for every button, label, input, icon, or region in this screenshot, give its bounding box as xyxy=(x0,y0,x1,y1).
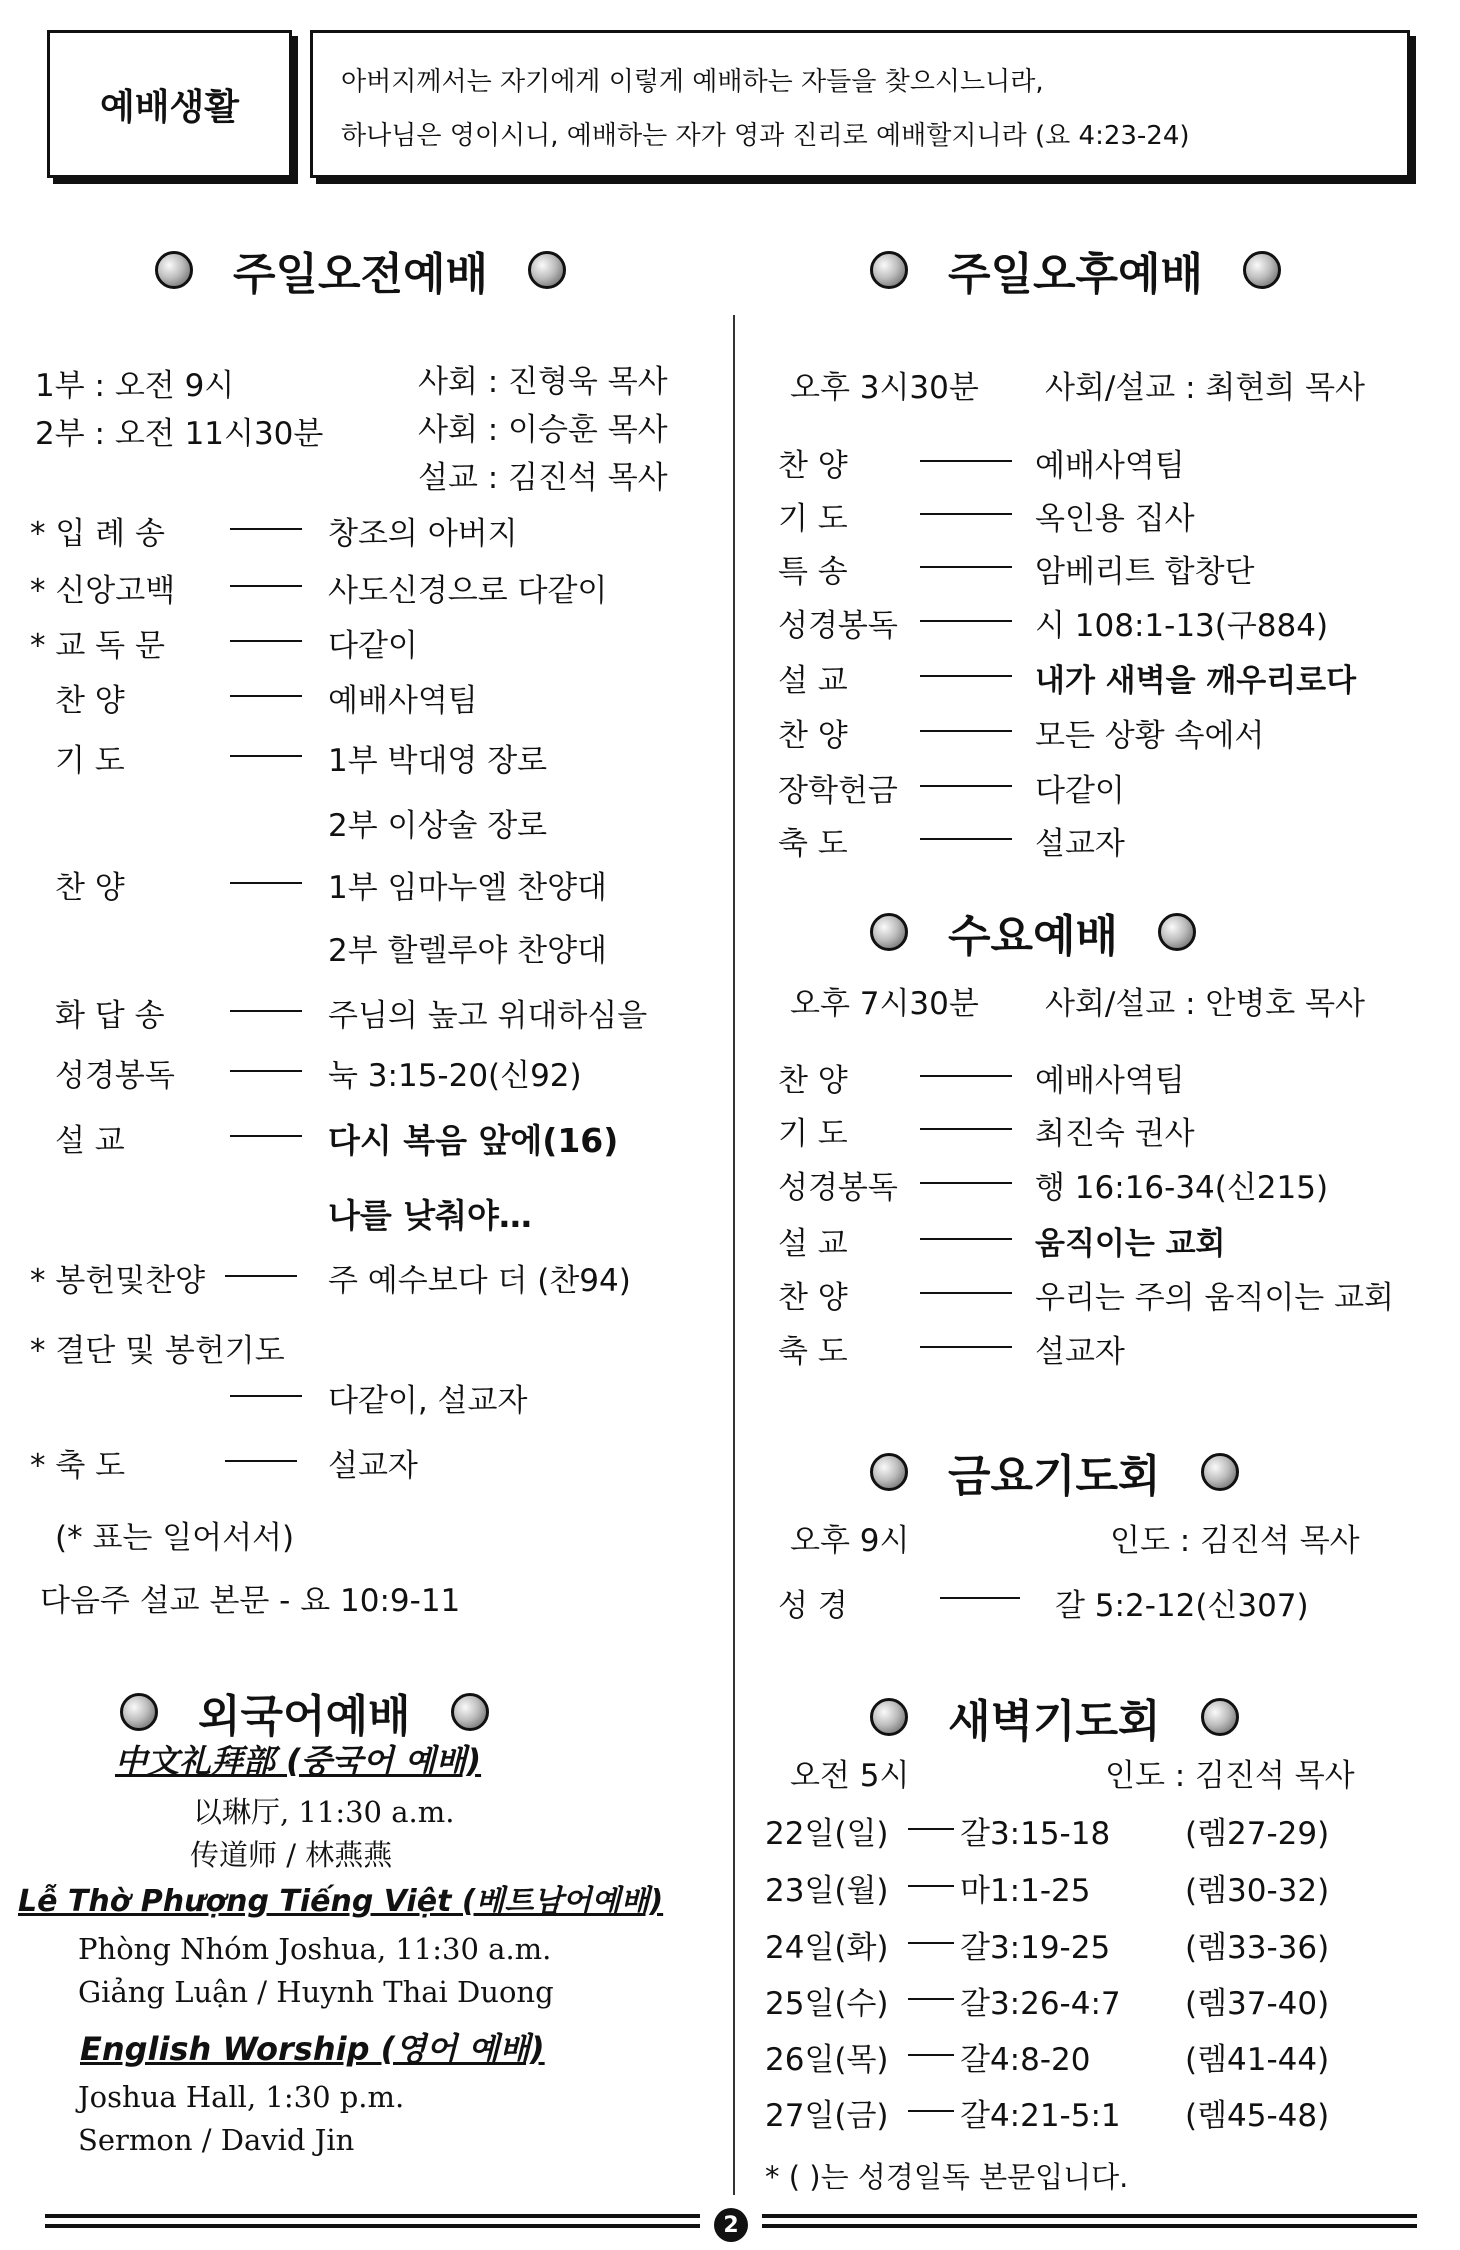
order-label: 설 교 xyxy=(55,1123,125,1159)
order-label: * 신앙고백 xyxy=(30,573,176,609)
order-value: 우리는 주의 움직이는 교회 xyxy=(1035,1280,1394,1316)
order-label: 찬 양 xyxy=(778,718,848,754)
order-value: 주님의 높고 위대하심을 xyxy=(328,998,648,1034)
dash-line xyxy=(908,2110,954,2112)
bullet-dot-icon xyxy=(870,251,908,289)
dawn-passage: 갈4:8-20 xyxy=(960,2042,1091,2078)
bullet-dot-icon xyxy=(120,1693,158,1731)
order-label: * 축 도 xyxy=(30,1448,126,1484)
dash-line xyxy=(230,585,302,587)
bullet-dot-icon xyxy=(1201,1698,1239,1736)
dash-line xyxy=(920,1292,1012,1294)
dawn-leader: 인도 : 김진석 목사 xyxy=(1105,1758,1355,1794)
dash-line xyxy=(230,695,302,697)
order-value: 설교자 xyxy=(1035,826,1125,862)
part1-time: 1부 : 오전 9시 xyxy=(35,368,235,404)
order-label: 찬 양 xyxy=(55,870,125,906)
order-label: 장학헌금 xyxy=(778,773,898,809)
morning-preacher: 설교 : 김진석 목사 xyxy=(418,460,668,496)
dash-line xyxy=(225,1460,297,1462)
footer-rule-right xyxy=(762,2214,1417,2218)
order-value: 사도신경으로 다같이 xyxy=(328,573,608,609)
order-value: 다시 복음 앞에(16) xyxy=(328,1121,619,1160)
order-label: * 입 례 송 xyxy=(30,516,165,552)
bullet-dot-icon xyxy=(1243,251,1281,289)
dawn-passage: 갈3:19-25 xyxy=(960,1930,1111,1966)
order-value: 눅 3:15-20(신92) xyxy=(328,1058,582,1094)
order-label: 성경봉독 xyxy=(55,1058,175,1094)
dawn-day: 27일(금) xyxy=(765,2098,889,2134)
dash-line xyxy=(920,1346,1012,1348)
afternoon-title: 주일오후예배 xyxy=(948,249,1204,300)
order-label: 찬 양 xyxy=(778,448,848,484)
bullet-dot-icon xyxy=(1201,1453,1239,1491)
bullet-dot-icon xyxy=(870,1698,908,1736)
dash-line xyxy=(920,566,1012,568)
footer-rule-left xyxy=(45,2214,700,2218)
dash-line xyxy=(920,785,1012,787)
dawn-reading: (렘30-32) xyxy=(1185,1873,1330,1909)
dawn-reading: (렘27-29) xyxy=(1185,1816,1330,1852)
bullet-dot-icon xyxy=(155,251,193,289)
standing-note: (* 표는 일어서서) xyxy=(55,1520,295,1556)
order-label: 기 도 xyxy=(778,1116,848,1152)
order-value: 다같이, 설교자 xyxy=(328,1383,528,1419)
morning-title: 주일오전예배 xyxy=(233,249,489,300)
friday-scripture: 갈 5:2-12(신307) xyxy=(1055,1588,1309,1624)
dash-line xyxy=(230,1010,302,1012)
order-value: 2부 할렐루야 찬양대 xyxy=(328,933,607,969)
order-value: 내가 새벽을 깨우리로다 xyxy=(1035,663,1357,699)
order-label: 특 송 xyxy=(778,554,848,590)
afternoon-host: 사회/설교 : 최현희 목사 xyxy=(1045,370,1365,406)
friday-time: 오후 9시 xyxy=(790,1523,910,1559)
dash-line xyxy=(920,1182,1012,1184)
bullet-dot-icon xyxy=(1158,913,1196,951)
footer-rule-left xyxy=(45,2224,700,2228)
bullet-dot-icon xyxy=(870,1453,908,1491)
afternoon-time: 오후 3시30분 xyxy=(790,370,979,406)
order-value: 옥인용 집사 xyxy=(1035,501,1195,537)
dash-line xyxy=(920,675,1012,677)
wednesday-heading xyxy=(870,900,1196,964)
order-value: 예배사역팀 xyxy=(1035,1063,1185,1099)
wednesday-title: 수요예배 xyxy=(948,911,1119,962)
theme-verse xyxy=(310,30,1410,178)
dawn-reading: (렘37-40) xyxy=(1185,1986,1330,2022)
dawn-title: 새벽기도회 xyxy=(948,1696,1161,1747)
friday-heading xyxy=(870,1440,1239,1504)
bullet-dot-icon xyxy=(870,913,908,951)
order-value: 모든 상황 속에서 xyxy=(1035,718,1265,754)
foreign-heading xyxy=(120,1680,489,1744)
bullet-dot-icon xyxy=(451,1693,489,1731)
order-value: 다같이 xyxy=(1035,773,1125,809)
dawn-day: 22일(일) xyxy=(765,1816,889,1852)
order-label: * 교 독 문 xyxy=(30,628,165,664)
order-label: 설 교 xyxy=(778,663,848,699)
dawn-passage: 마1:1-25 xyxy=(960,1873,1091,1909)
dash-line xyxy=(920,838,1012,840)
dash-line xyxy=(908,1942,954,1944)
dash-line xyxy=(230,1135,302,1137)
dawn-day: 26일(목) xyxy=(765,2042,889,2078)
wednesday-host: 사회/설교 : 안병호 목사 xyxy=(1045,986,1365,1022)
dash-line xyxy=(940,1597,1020,1599)
reading-note: * ( )는 성경일독 본문입니다. xyxy=(765,2160,1129,2194)
page-number: 2 xyxy=(714,2208,748,2242)
dash-line xyxy=(225,1275,297,1277)
column-divider xyxy=(733,315,735,2195)
part2-time: 2부 : 오전 11시30분 xyxy=(35,416,324,452)
order-value: 움직이는 교회 xyxy=(1035,1226,1226,1262)
chinese-service-place: 以琳厅, 11:30 a.m. xyxy=(193,1795,455,1829)
order-value: 창조의 아버지 xyxy=(328,516,518,552)
order-label: * 결단 및 봉헌기도 xyxy=(30,1333,285,1369)
part2-host: 사회 : 이승훈 목사 xyxy=(418,412,668,448)
dash-line xyxy=(920,620,1012,622)
dawn-heading xyxy=(870,1685,1239,1749)
afternoon-heading xyxy=(870,238,1281,302)
order-value: 주 예수보다 더 (찬94) xyxy=(328,1263,631,1299)
dash-line xyxy=(920,730,1012,732)
order-value: 다같이 xyxy=(328,628,418,664)
order-value: 암베리트 합창단 xyxy=(1035,554,1255,590)
dawn-day: 24일(화) xyxy=(765,1930,889,1966)
dawn-reading: (렘33-36) xyxy=(1185,1930,1330,1966)
dawn-passage: 갈3:15-18 xyxy=(960,1816,1111,1852)
foreign-title: 외국어예배 xyxy=(198,1691,411,1742)
dawn-day: 25일(수) xyxy=(765,1986,889,2022)
bullet-dot-icon xyxy=(528,251,566,289)
dash-line xyxy=(920,1128,1012,1130)
dash-line xyxy=(920,1075,1012,1077)
order-label: 화 답 송 xyxy=(55,998,165,1034)
dash-line xyxy=(908,1885,954,1887)
dawn-passage: 갈4:21-5:1 xyxy=(960,2098,1121,2134)
english-service-title: English Worship (영어 예배) xyxy=(80,2030,545,2068)
morning-heading xyxy=(155,238,566,302)
footer-rule-right xyxy=(762,2224,1417,2228)
dawn-reading: (렘41-44) xyxy=(1185,2042,1330,2078)
order-value: 나를 낮춰야… xyxy=(328,1196,532,1235)
dash-line xyxy=(908,2054,954,2056)
dash-line xyxy=(920,513,1012,515)
part1-host: 사회 : 진형욱 목사 xyxy=(418,364,668,400)
chinese-service-preacher: 传道师 / 林燕燕 xyxy=(190,1838,393,1872)
dash-line xyxy=(908,1998,954,2000)
order-value: 시 108:1-13(구884) xyxy=(1035,608,1329,644)
order-label: 성경봉독 xyxy=(778,608,898,644)
order-label: * 봉헌및찬양 xyxy=(30,1263,206,1299)
dawn-passage: 갈3:26-4:7 xyxy=(960,1986,1121,2022)
wednesday-time: 오후 7시30분 xyxy=(790,986,979,1022)
order-label: 축 도 xyxy=(778,1334,848,1370)
dash-line xyxy=(920,460,1012,462)
dash-line xyxy=(230,1070,302,1072)
order-value: 예배사역팀 xyxy=(1035,448,1185,484)
dawn-time: 오전 5시 xyxy=(790,1758,910,1794)
vietnamese-service-title: Lễ Thờ Phượng Tiếng Việt (베트남어예배) xyxy=(18,1884,664,1919)
dawn-day: 23일(월) xyxy=(765,1873,889,1909)
order-value: 2부 이상술 장로 xyxy=(328,808,548,844)
order-label: 설 교 xyxy=(778,1226,848,1262)
dash-line xyxy=(920,1238,1012,1240)
order-label: 찬 양 xyxy=(55,683,125,719)
friday-title: 금요기도회 xyxy=(948,1451,1161,1502)
order-value: 설교자 xyxy=(1035,1334,1125,1370)
order-value: 설교자 xyxy=(328,1448,418,1484)
dawn-reading: (렘45-48) xyxy=(1185,2098,1330,2134)
dash-line xyxy=(230,640,302,642)
order-label: 찬 양 xyxy=(778,1063,848,1099)
order-label: 찬 양 xyxy=(778,1280,848,1316)
dash-line xyxy=(230,528,302,530)
friday-scripture-label: 성 경 xyxy=(778,1588,848,1624)
order-label: 기 도 xyxy=(55,743,125,779)
order-label: 축 도 xyxy=(778,826,848,862)
dash-line xyxy=(230,755,302,757)
order-value: 1부 박대영 장로 xyxy=(328,743,548,779)
dash-line xyxy=(230,882,302,884)
verse-line-2: 하나님은 영이시니, 예배하는 자가 영과 진리로 예배할지니라 (요 4:23-24) xyxy=(341,121,1190,151)
vietnamese-service-preacher: Giảng Luận / Huynh Thai Duong xyxy=(78,1975,554,2009)
order-value: 최진숙 권사 xyxy=(1035,1116,1195,1152)
verse-line-1: 아버지께서는 자기에게 이렇게 예배하는 자들을 찾으시느니라, xyxy=(341,67,1044,97)
section-label: 예배생활 xyxy=(47,30,292,178)
friday-leader: 인도 : 김진석 목사 xyxy=(1110,1523,1360,1559)
order-label: 기 도 xyxy=(778,501,848,537)
dash-line xyxy=(230,1395,302,1397)
chinese-service-title: 中文礼拜部 (중국어 예배) xyxy=(115,1742,482,1780)
english-service-place: Joshua Hall, 1:30 p.m. xyxy=(78,2080,405,2114)
dash-line xyxy=(908,1828,954,1830)
next-week-sermon: 다음주 설교 본문 - 요 10:9-11 xyxy=(40,1583,461,1619)
order-value: 행 16:16-34(신215) xyxy=(1035,1170,1329,1206)
order-label: 성경봉독 xyxy=(778,1170,898,1206)
english-service-preacher: Sermon / David Jin xyxy=(78,2123,355,2157)
order-value: 예배사역팀 xyxy=(328,683,478,719)
vietnamese-service-place: Phòng Nhóm Joshua, 11:30 a.m. xyxy=(78,1932,552,1966)
order-value: 1부 임마누엘 찬양대 xyxy=(328,870,607,906)
